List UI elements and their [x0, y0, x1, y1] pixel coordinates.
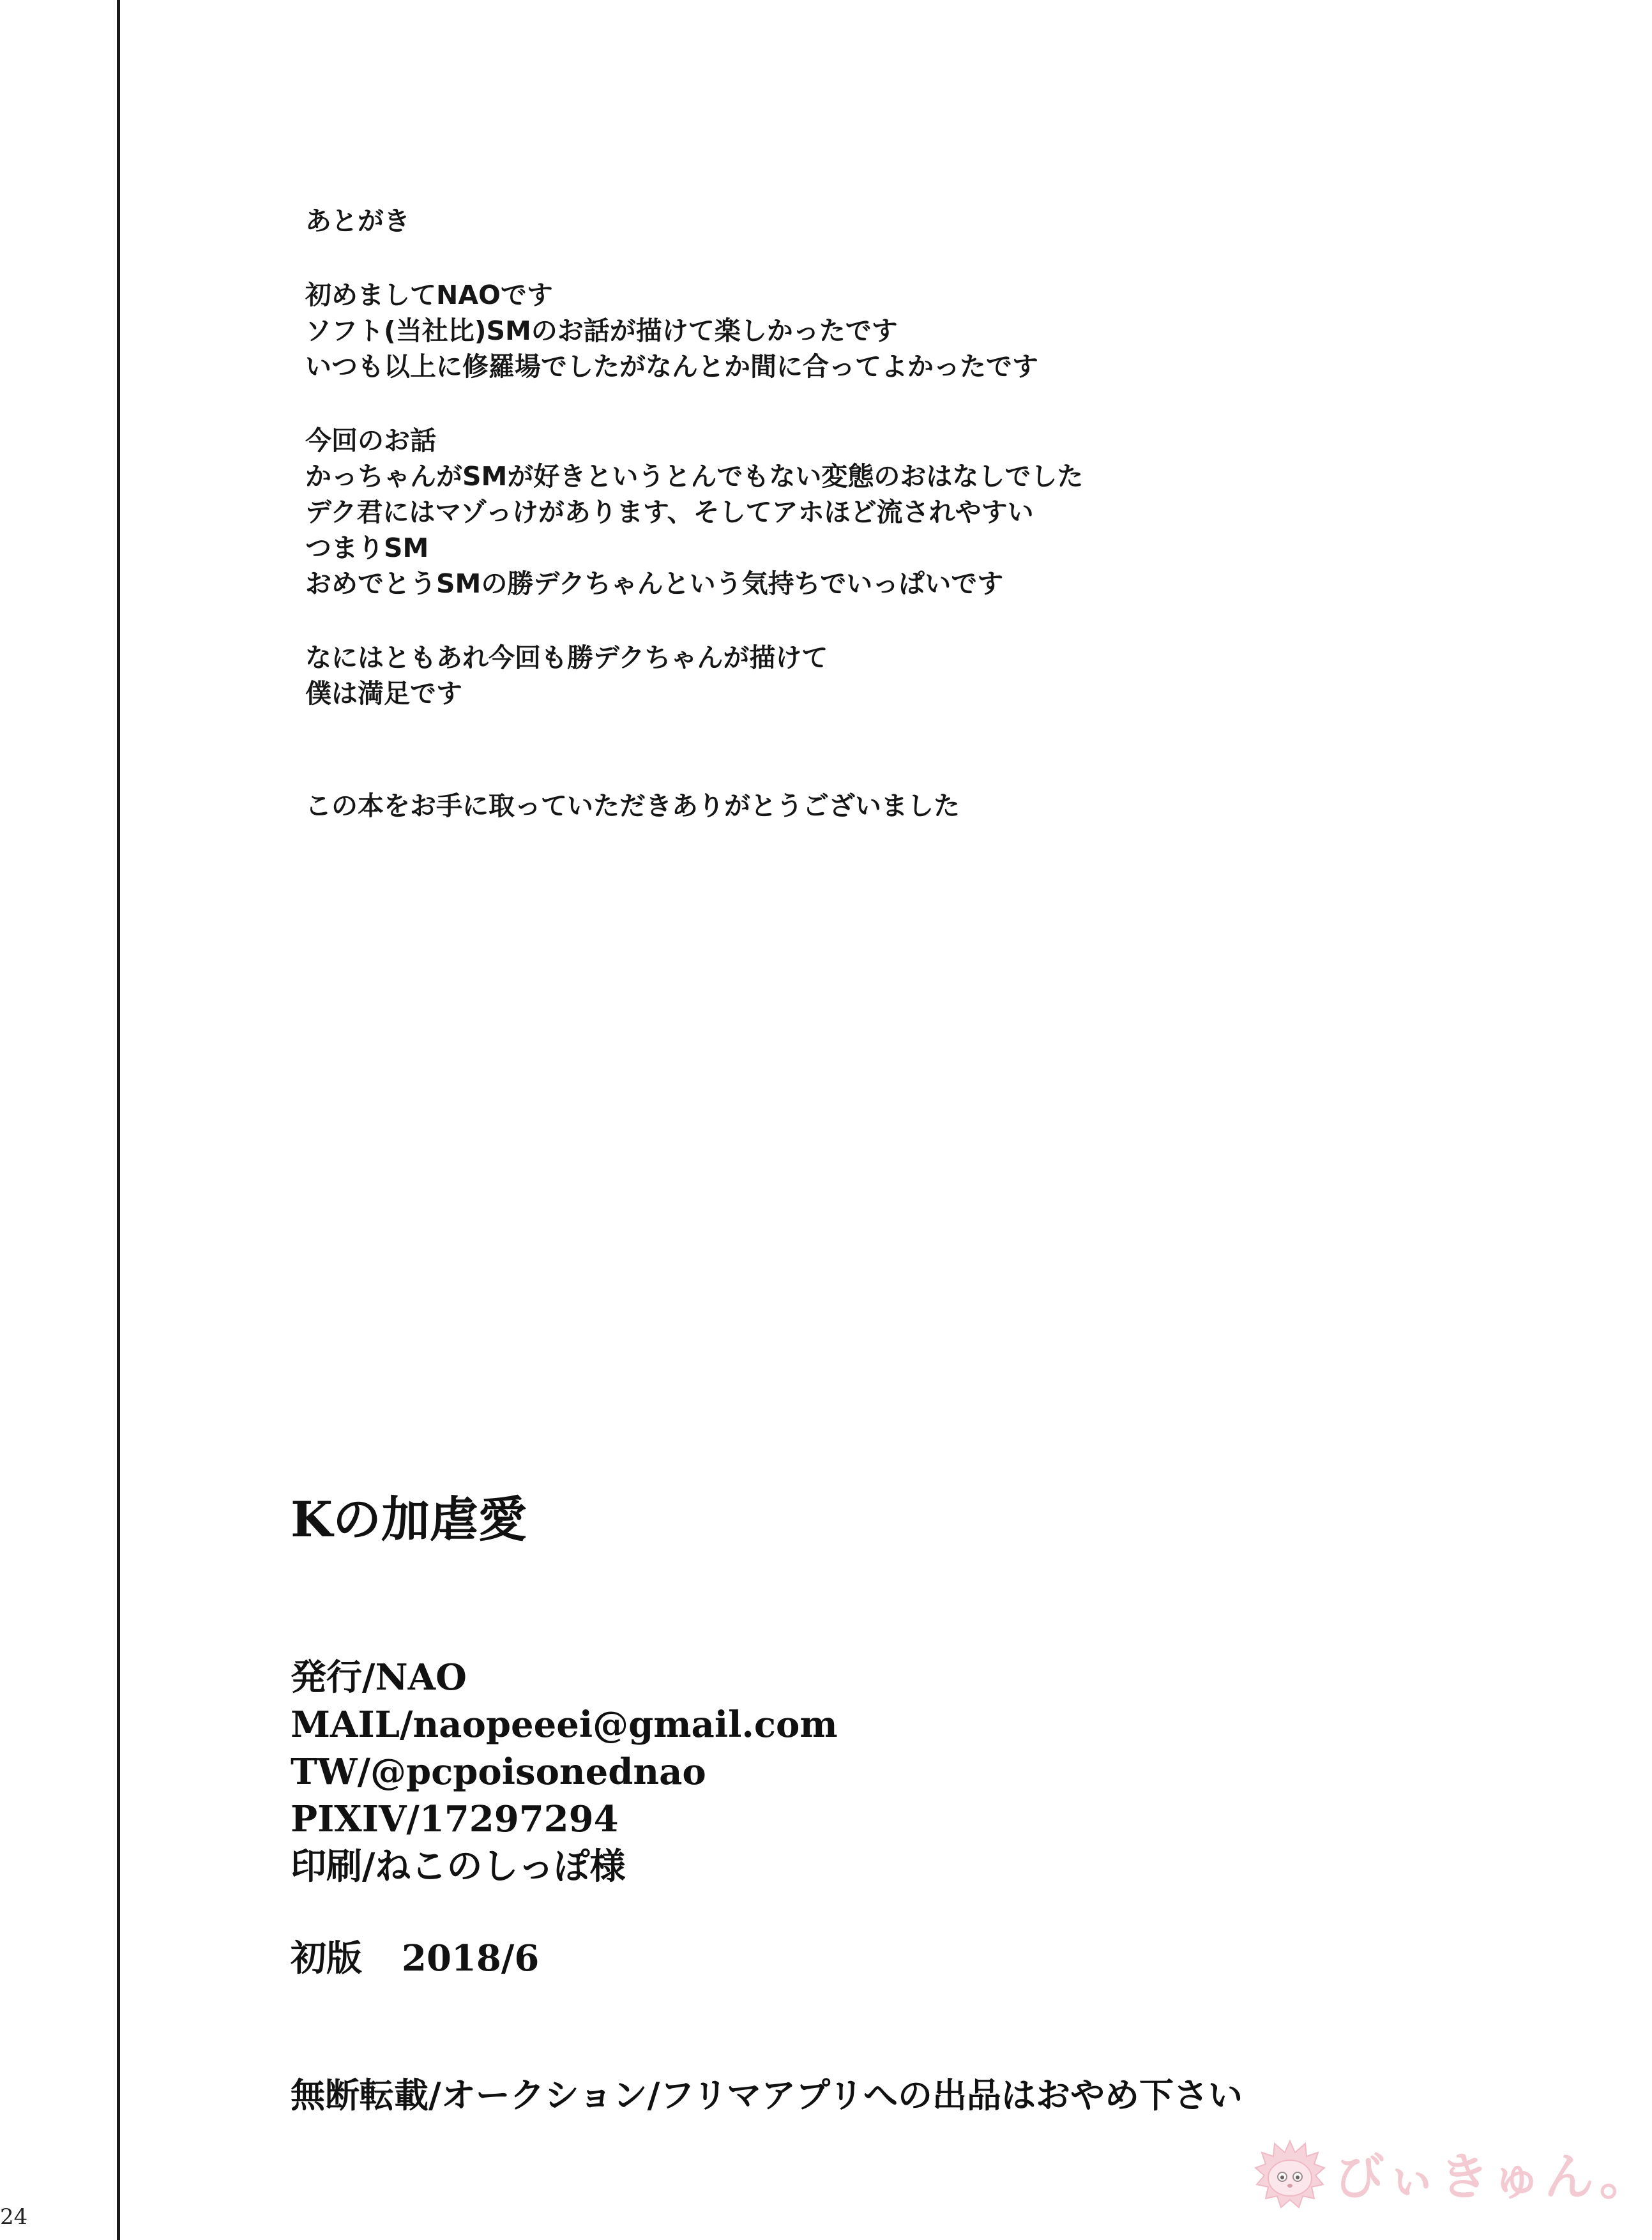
afterword-line: かっちゃんがSMが好きというとんでもない変態のおはなしでした — [305, 461, 1084, 492]
afterword-line: 初めましてNAOです — [305, 280, 553, 310]
afterword-line: おめでとうSMの勝デクちゃんという気持ちでいっぱいです — [305, 568, 1004, 599]
afterword-line: なにはともあれ今回も勝デクちゃんが描けて — [305, 642, 828, 673]
book-title: Kの加虐愛 — [291, 1491, 527, 1548]
afterword-heading: あとがき — [305, 206, 410, 236]
afterword-line: デク君にはマゾっけがあります、そしてアホほど流されやすい — [305, 497, 1034, 527]
credit-pixiv: PIXIV/17297294 — [291, 1798, 619, 1840]
edition-label: 初版 — [291, 1937, 362, 1979]
hedgehog-mascot-icon — [1252, 2136, 1328, 2213]
watermark-text: びぃきゅん。 — [1335, 2149, 1652, 2206]
paragraph-gap — [305, 384, 1359, 423]
page-gutter-line — [117, 0, 120, 2240]
afterword-thanks: この本をお手に取っていただきありがとうございました — [305, 791, 960, 821]
credits-block — [291, 1654, 1504, 1890]
afterword-line: つまりSM — [305, 533, 429, 563]
edition-line — [291, 1935, 1504, 1982]
afterword-line: ソフト(当社比)SMのお話が描けて楽しかったです — [305, 315, 898, 346]
page-number: 24 — [0, 2204, 28, 2230]
credit-printer: 印刷/ねこのしっぽ様 — [291, 1845, 626, 1888]
credit-publisher: 発行/NAO — [291, 1656, 467, 1699]
paragraph-gap — [305, 602, 1359, 640]
afterword-line: 僕は満足です — [305, 678, 462, 709]
paragraph-gap — [305, 711, 1359, 788]
credit-mail: MAIL/naopeeei@gmail.com — [291, 1704, 838, 1746]
colophon-section — [291, 1488, 1504, 2119]
credit-twitter: TW/@pcpoisonednao — [291, 1751, 706, 1793]
afterword-section — [305, 203, 1359, 824]
afterword-line: いつも以上に修羅場でしたがなんとか間に合ってよかったです — [305, 351, 1038, 382]
reprint-notice: 無断転載/オークション/フリマアプリへの出品はおやめ下さい — [291, 2075, 1243, 2115]
watermark — [1239, 2126, 1652, 2222]
afterword-line: 今回のお話 — [305, 425, 436, 456]
edition-date: 2018/6 — [402, 1937, 540, 1979]
paragraph-gap — [305, 239, 1359, 277]
